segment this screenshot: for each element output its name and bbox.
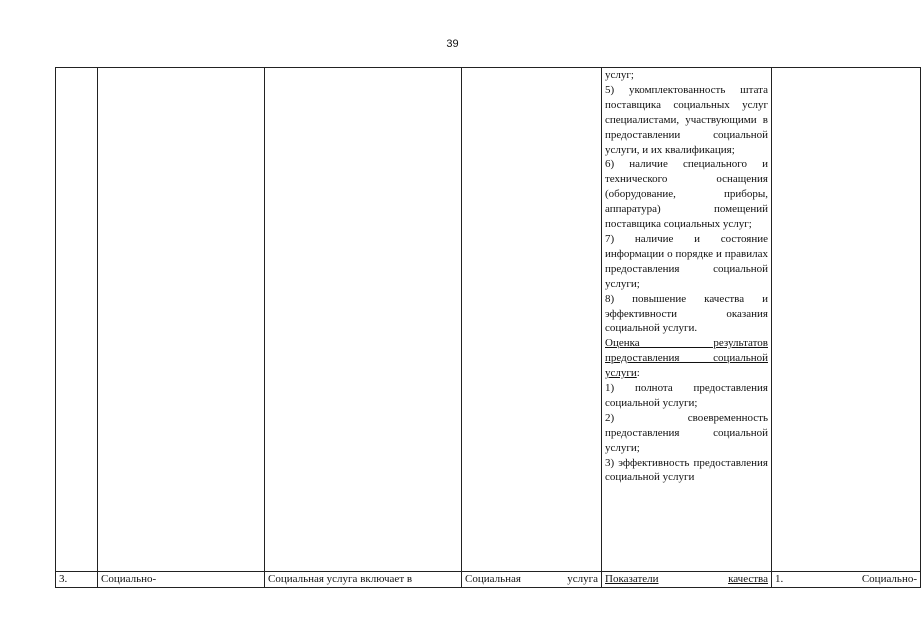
service-name-cell [98,68,265,572]
page-number: 39 [446,38,459,50]
criteria-item: 1) полнота предоставления социальной услуги; [605,382,768,409]
results-heading-underlined: Оценка результатов предоставления социальной услуги [605,337,768,380]
conditions: 1. Социально- [772,572,921,588]
quality-criteria: Показатели качества [602,572,772,588]
table-row [56,572,921,588]
criteria-item: 5) укомплектованность штата поставщика социальных услуг специалистами, участвующими в предоставлении социальной услуги, и их квалификация; [605,83,768,156]
table-row-continued [56,68,921,572]
criteria-item: 6) наличие специального и технического оснащения (оборудование, приборы, аппаратура) помещений поставщика социальных услуг; [605,158,768,231]
service-description: Социальная услуга включает в [265,572,462,588]
number-cell [56,68,98,572]
service-term-cell [462,68,602,572]
criteria-item: 7) наличие и состояние информации о порядке и правилах предоставления социальной услуги; [605,232,768,290]
quality-criteria-cell [602,68,772,572]
criteria-item: 3) эффективность предоставления социальной услуги [605,456,768,484]
criteria-item: 2) своевременность предоставления социальной услуги; [605,411,768,454]
service-term: Социальная услуга [462,572,602,588]
row-number: 3. [56,572,98,588]
conditions-cell [772,68,921,572]
results-heading-colon: : [636,367,640,380]
service-name: Социально- [98,572,265,588]
service-standards-table [55,67,921,588]
criteria-item: услуг; [605,69,634,81]
service-description-cell [265,68,462,572]
criteria-item: 8) повышение качества и эффективности оказания социальной услуги. [605,292,768,335]
results-heading [605,336,768,381]
